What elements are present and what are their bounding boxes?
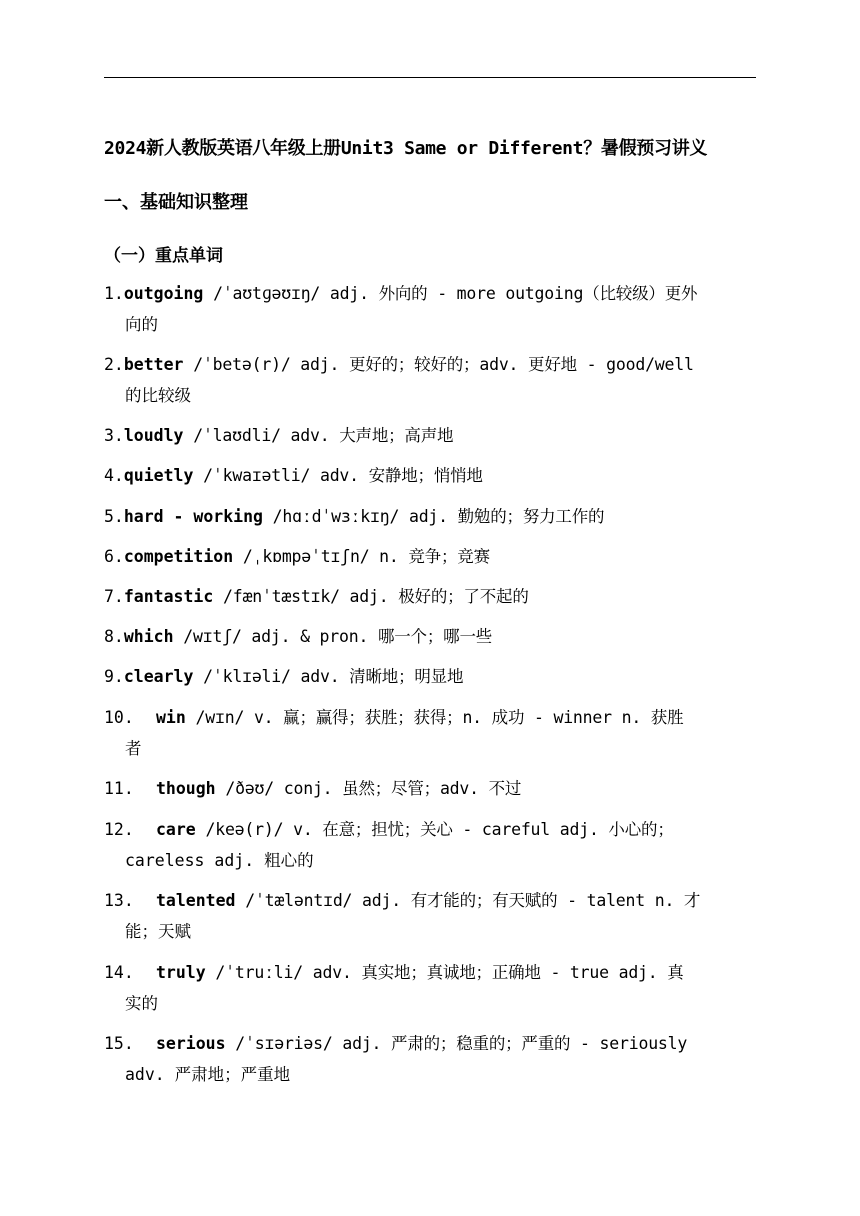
vocab-entry [104, 773, 760, 804]
entry-definition: /wɪtʃ/ adj. & pron. 哪一个；哪一些 [173, 627, 493, 646]
entry-number: 7. [104, 587, 124, 606]
vocab-entry [104, 420, 760, 451]
entry-word: clearly [123, 667, 194, 686]
vocab-entry [104, 702, 760, 764]
vocab-entry [104, 460, 760, 491]
entry-word: loudly [123, 426, 184, 445]
entry-number: 13. [104, 891, 134, 910]
entry-definition: /keə(r)/ v. 在意；担忧；关心 - careful adj. 小心的； [195, 820, 674, 839]
entry-definition: /ˈlaʊdli/ adv. 大声地；高声地 [183, 426, 454, 445]
vocab-entry [104, 541, 760, 572]
entry-definition: /fænˈtæstɪk/ adj. 极好的；了不起的 [213, 587, 529, 606]
entry-word: serious [156, 1034, 226, 1053]
entry-definition: /ˈkwaɪətli/ adv. 安静地；悄悄地 [193, 466, 483, 485]
entry-definition: /ˈtruːli/ adv. 真实地；真诚地；正确地 - true adj. 真 [205, 963, 684, 982]
entry-continuation: 向的 [125, 315, 158, 334]
vocab-entry [104, 814, 760, 876]
entry-number: 15. [104, 1034, 134, 1053]
entry-word: better [123, 355, 184, 374]
entry-word: competition [123, 547, 234, 566]
vocab-entry [104, 885, 760, 947]
entry-word: quietly [123, 466, 194, 485]
vocab-entry [104, 349, 760, 411]
entry-word: which [123, 627, 174, 646]
entry-definition: /hɑːdˈwɜːkɪŋ/ adj. 勤勉的；努力工作的 [262, 507, 605, 526]
entry-number: 3. [104, 426, 124, 445]
document-title: 2024新人教版英语八年级上册Unit3 Same or Different？暑假预习讲义 [104, 138, 708, 159]
entry-number: 5. [104, 507, 124, 526]
entry-word: care [156, 820, 196, 839]
entry-definition: /ˌkɒmpəˈtɪʃn/ n. 竞争；竞赛 [233, 547, 490, 566]
vocab-entry [104, 1028, 760, 1090]
subsection-heading: （一）重点单词 [104, 246, 223, 266]
entry-definition: /ˈklɪəli/ adv. 清晰地；明显地 [193, 667, 464, 686]
vocab-entry [104, 278, 760, 340]
entry-word: hard - working [123, 507, 263, 526]
entry-number: 4. [104, 466, 124, 485]
vocab-entry [104, 661, 760, 692]
entry-definition: /ˈbetə(r)/ adj. 更好的；较好的；adv. 更好地 - good/well [183, 355, 694, 374]
entry-word: though [156, 779, 216, 798]
entry-word: fantastic [123, 587, 214, 606]
entry-number: 2. [104, 355, 124, 374]
entry-number: 10. [104, 708, 134, 727]
entry-word: outgoing [123, 284, 204, 303]
entry-number: 11. [104, 779, 134, 798]
entry-definition: /ðəʊ/ conj. 虽然；尽管；adv. 不过 [215, 779, 522, 798]
entry-number: 14. [104, 963, 134, 982]
entry-number: 6. [104, 547, 124, 566]
vocab-entry [104, 501, 760, 532]
header-rule [104, 77, 756, 78]
entry-definition: /ˈaʊtɡəʊɪŋ/ adj. 外向的 - more outgoing（比较级）更外 [203, 284, 698, 303]
section-heading: 一、基础知识整理 [104, 192, 248, 213]
entry-number: 8. [104, 627, 124, 646]
entry-word: talented [156, 891, 236, 910]
entry-continuation: 者 [125, 739, 142, 758]
entry-continuation: 能；天赋 [125, 922, 191, 941]
entry-number: 12. [104, 820, 134, 839]
entry-word: win [156, 708, 186, 727]
vocab-entry [104, 621, 760, 652]
entry-definition: /wɪn/ v. 赢；赢得；获胜；获得；n. 成功 - winner n. 获胜 [185, 708, 684, 727]
entry-number: 1. [104, 284, 124, 303]
entry-continuation: careless adj. 粗心的 [125, 851, 314, 870]
entry-definition: /ˈtæləntɪd/ adj. 有才能的；有天赋的 - talent n. 才 [235, 891, 701, 910]
entry-number: 9. [104, 667, 124, 686]
entry-continuation: 实的 [125, 994, 158, 1013]
entry-word: truly [156, 963, 206, 982]
vocab-entry [104, 581, 760, 612]
entry-definition: /ˈsɪəriəs/ adj. 严肃的；稳重的；严重的 - seriously [225, 1034, 688, 1053]
entry-continuation: 的比较级 [125, 386, 191, 405]
entry-continuation: adv. 严肃地；严重地 [125, 1065, 291, 1084]
vocab-entry [104, 957, 760, 1019]
